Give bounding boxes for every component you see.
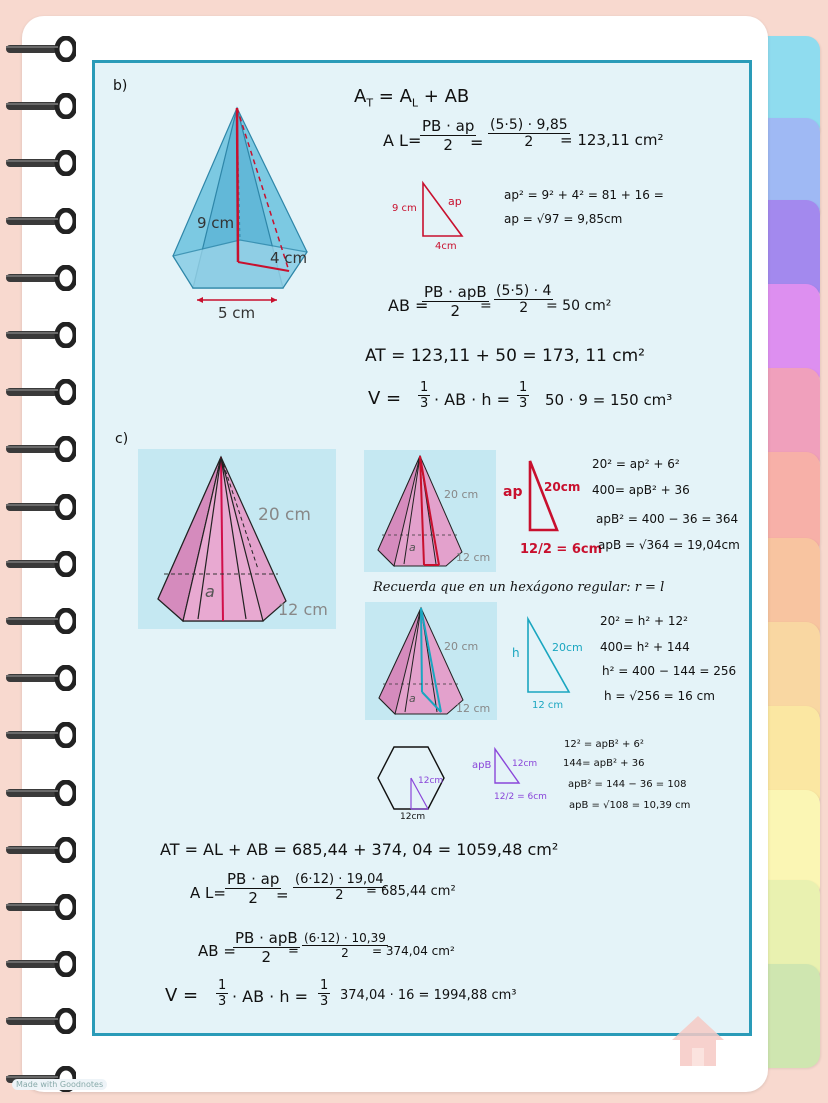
binder-ring: [6, 265, 76, 291]
binder-ring: [6, 894, 76, 920]
part-c-base-area-lhs: AB =: [198, 942, 236, 960]
part-b-total-area-result: AT = 123,11 + 50 = 173, 11 cm²: [365, 346, 645, 366]
part-c-volume-mid: · AB · h =: [232, 987, 308, 1006]
part-c-base-triangle-leg: apB: [472, 760, 492, 771]
pyramid-c2-apothem-label: a: [409, 692, 416, 705]
part-c-volume-fraction1: $\frac{1}{3}$: [218, 978, 227, 1009]
part-c-height-triangle-hyp: 20cm: [552, 641, 583, 654]
part-b-total-area-formula: $A_T = A_L$ + AB: [354, 86, 470, 110]
home-icon[interactable]: [668, 1012, 728, 1068]
part-b-label: b): [113, 78, 128, 94]
pyramid-b-side-label: 5 cm: [218, 304, 256, 322]
part-b-apothem-triangle: [418, 180, 468, 242]
part-b-apothem-calc-1: ap² = 9² + 4² = 81 + 16 =: [504, 188, 664, 202]
part-c-triangle-hyp-label: 20cm: [544, 480, 581, 494]
part-c-base-triangle-base: 12/2 = 6cm: [494, 792, 547, 802]
part-c-base-apothem-calc-4: apB = √108 = 10,39 cm: [569, 800, 691, 811]
pyramid-c2-height-label: 20 cm: [444, 640, 479, 653]
part-c-triangle-leg-label: ap: [503, 484, 523, 500]
part-b-lateral-area-result: = 123,11 cm²: [560, 131, 664, 149]
part-c-volume-fraction2: $\frac{1}{3}$: [320, 978, 329, 1009]
goodnotes-watermark: Made with Goodnotes: [12, 1079, 107, 1090]
part-b-triangle-hyp-label: ap: [448, 195, 462, 208]
binder-ring: [6, 951, 76, 977]
pyramid-c2-side-label: 12 cm: [456, 702, 491, 715]
pyramid-c-height-label: 20 cm: [258, 505, 311, 525]
binder-ring: [6, 436, 76, 462]
part-b-lateral-area-fraction1: $\frac{PB \cdot ap}{2}$: [422, 117, 475, 154]
pyramid-b-slant-label: 9 cm: [197, 214, 235, 232]
binder-ring: [6, 551, 76, 577]
part-c-height-triangle-base: 12 cm: [532, 700, 564, 711]
section-tab-12[interactable]: [764, 964, 820, 1068]
pyramid-c1-side-label: 12 cm: [456, 551, 491, 564]
part-c-apothem-calc-2: 400= apB² + 36: [592, 483, 690, 497]
part-c-base-area-fraction1: PB · apB 2: [235, 929, 298, 966]
part-c-height-triangle: [524, 616, 574, 696]
part-c-base-area-equals: =: [288, 944, 299, 959]
part-b-lateral-area-lhs: A L=: [383, 131, 422, 150]
part-b-base-area-equals: =: [480, 298, 492, 314]
part-c-volume-result: 374,04 · 16 = 1994,88 cm³: [340, 988, 517, 1003]
binder-ring: [6, 780, 76, 806]
binder-ring: [6, 608, 76, 634]
part-b-volume-result: 50 · 9 = 150 cm³: [545, 391, 673, 409]
binder-ring: [6, 150, 76, 176]
pyramid-c-apothem-label: a: [205, 582, 215, 601]
part-b-base-area-result: = 50 cm²: [546, 298, 612, 314]
part-b-volume-mid: · AB · h =: [434, 390, 510, 409]
part-c-base-apothem-calc-2: 144= apB² + 36: [563, 758, 645, 769]
part-c-lateral-area-fraction2: $\frac{(6\cdot 12) \cdot 19,04}{2}$: [295, 872, 384, 903]
binder-ring: [6, 322, 76, 348]
part-b-base-area-fraction1: PB · apB 2: [424, 283, 487, 320]
hexagon-side-label: 12cm: [400, 812, 426, 822]
part-c-base-area-result: = 374,04 cm²: [372, 944, 455, 958]
pyramid-c1-apothem-label: a: [409, 541, 416, 554]
binder-ring: [6, 36, 76, 62]
part-c-triangle-base-label: 12/2 = 6cm: [520, 542, 603, 557]
part-c-height-triangle-leg: h: [512, 646, 520, 660]
part-b-volume-fraction2: $\frac{1}{3}$: [519, 380, 528, 411]
part-b-volume-lhs: V =: [368, 388, 402, 409]
part-c-base-triangle-hyp: 12cm: [512, 759, 538, 769]
binder-ring: [6, 837, 76, 863]
part-c-base-apothem-calc-1: 12² = apB² + 6²: [564, 739, 644, 750]
part-c-lateral-area-equals: =: [276, 886, 289, 904]
part-c-base-apothem-calc-3: apB² = 144 − 36 = 108: [568, 779, 687, 790]
part-b-base-area-lhs: AB =: [388, 296, 429, 315]
part-c-apothem-calc-3: apB² = 400 − 36 = 364: [596, 512, 739, 526]
part-c-base-area-fraction2: $\frac{(6\cdot 12) \cdot 10,39}{2}$: [304, 931, 386, 960]
part-b-volume-fraction1: $\frac{1}{3}$: [420, 380, 429, 411]
part-b-triangle-leg-label: 9 cm: [392, 203, 417, 214]
part-b-apothem-calc-2: ap = √97 = 9,85cm: [504, 212, 623, 226]
binder-ring: [6, 722, 76, 748]
part-c-height-calc-4: h = √256 = 16 cm: [604, 689, 715, 703]
part-c-total-area-formula: AT = AL + AB = 685,44 + 374, 04 = 1059,48 cm²: [160, 840, 559, 859]
hexagon-radius-label: 12cm: [418, 776, 444, 786]
pyramid-b-apothem-label: 4 cm: [270, 249, 308, 267]
binder-ring: [6, 494, 76, 520]
part-c-height-calc-1: 20² = h² + 12²: [600, 614, 688, 628]
part-c-volume-lhs: V =: [165, 985, 199, 1006]
part-c-lateral-area-lhs: A L=: [190, 884, 226, 902]
part-c-apothem-calc-1: 20² = ap² + 6²: [592, 457, 680, 471]
part-b-triangle-base-label: 4cm: [435, 241, 457, 252]
part-c-apothem-triangle: [524, 458, 564, 534]
pentagonal-pyramid-figure: [165, 100, 315, 325]
hexagon-radius-note: Recuerda que en un hexágono regular: r = l: [373, 580, 665, 595]
part-c-lateral-area-fraction1: $\frac{PB \cdot ap}{2}$: [227, 870, 280, 907]
part-c-height-calc-2: 400= h² + 144: [600, 640, 690, 654]
part-b-lateral-area-fraction2: $\frac{(5\cdot 5) \cdot 9,85}{2}$: [490, 117, 568, 150]
part-c-apothem-calc-4: apB = √364 = 19,04cm: [598, 538, 740, 552]
binder-ring: [6, 665, 76, 691]
part-c-label: c): [115, 431, 129, 447]
part-c-lateral-area-result: = 685,44 cm²: [366, 884, 456, 899]
part-b-base-area-fraction2: $\frac{(5\cdot 5) \cdot 4}{2}$: [496, 283, 552, 316]
binder-ring: [6, 208, 76, 234]
binder-ring: [6, 93, 76, 119]
pyramid-c1-height-label: 20 cm: [444, 488, 479, 501]
part-c-height-calc-3: h² = 400 − 144 = 256: [602, 664, 737, 678]
part-b-lateral-area-equals: =: [470, 133, 484, 152]
binder-ring: [6, 379, 76, 405]
pyramid-c-side-label: 12 cm: [278, 600, 328, 619]
binder-ring: [6, 1008, 76, 1034]
